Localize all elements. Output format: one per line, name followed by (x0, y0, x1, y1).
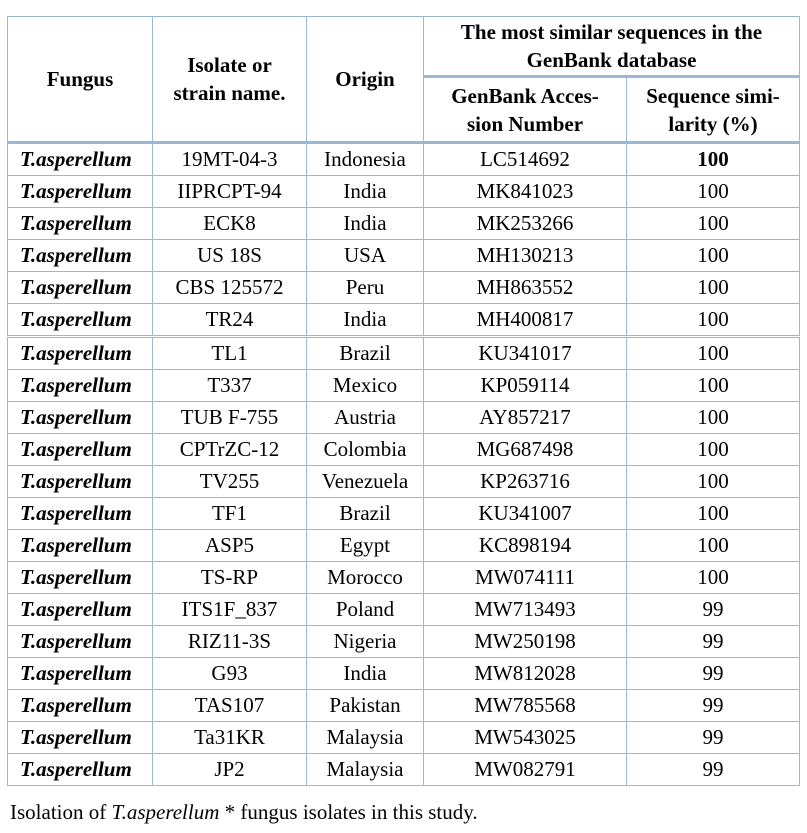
cell-origin: Peru (307, 272, 424, 304)
cell-fungus: T.asperellum (8, 498, 153, 530)
document (7, 16, 799, 824)
cell-similarity: 100 (627, 337, 800, 370)
table-row (8, 337, 800, 370)
cell-accession: MH863552 (424, 272, 627, 304)
cell-similarity: 100 (627, 240, 800, 272)
cell-similarity: 100 (627, 562, 800, 594)
caption-prefix: Isolation of (10, 800, 112, 824)
cell-fungus: T.asperellum (8, 434, 153, 466)
cell-accession: MH400817 (424, 304, 627, 337)
cell-accession: MW543025 (424, 722, 627, 754)
cell-similarity: 100 (627, 304, 800, 337)
cell-similarity: 99 (627, 722, 800, 754)
table-caption (10, 800, 478, 825)
cell-accession: KP263716 (424, 466, 627, 498)
cell-fungus: T.asperellum (8, 658, 153, 690)
cell-fungus: T.asperellum (8, 466, 153, 498)
cell-accession: MW812028 (424, 658, 627, 690)
cell-isolate: TV255 (153, 466, 307, 498)
cell-similarity: 100 (627, 208, 800, 240)
cell-isolate: TUB F-755 (153, 402, 307, 434)
cell-accession: AY857217 (424, 402, 627, 434)
cell-accession: MK253266 (424, 208, 627, 240)
table-row (8, 498, 800, 530)
header-isolate: Isolate or strain name. (153, 17, 307, 143)
cell-accession: MG687498 (424, 434, 627, 466)
cell-similarity: 99 (627, 594, 800, 626)
cell-origin: India (307, 176, 424, 208)
cell-accession: LC514692 (424, 143, 627, 176)
cell-fungus: T.asperellum (8, 304, 153, 337)
header-similarity: Sequence simi-larity (%) (627, 77, 800, 143)
cell-similarity: 100 (627, 176, 800, 208)
table-row (8, 754, 800, 786)
table-row (8, 626, 800, 658)
cell-accession: MW082791 (424, 754, 627, 786)
cell-origin: Venezuela (307, 466, 424, 498)
cell-origin: Nigeria (307, 626, 424, 658)
cell-accession: MW250198 (424, 626, 627, 658)
cell-isolate: US 18S (153, 240, 307, 272)
header-accession: GenBank Acces-sion Number (424, 77, 627, 143)
table-header (8, 17, 800, 143)
cell-isolate: CBS 125572 (153, 272, 307, 304)
cell-similarity: 100 (627, 498, 800, 530)
cell-isolate: 19MT-04-3 (153, 143, 307, 176)
cell-similarity: 100 (627, 402, 800, 434)
cell-fungus: T.asperellum (8, 337, 153, 370)
cell-accession: MH130213 (424, 240, 627, 272)
cell-isolate: Ta31KR (153, 722, 307, 754)
cell-origin: Brazil (307, 337, 424, 370)
table-row (8, 466, 800, 498)
table-row (8, 722, 800, 754)
cell-origin: Malaysia (307, 754, 424, 786)
header-origin: Origin (307, 17, 424, 143)
cell-isolate: ECK8 (153, 208, 307, 240)
table-row (8, 176, 800, 208)
cell-origin: Mexico (307, 370, 424, 402)
cell-fungus: T.asperellum (8, 208, 153, 240)
cell-isolate: ITS1F_837 (153, 594, 307, 626)
cell-origin: Poland (307, 594, 424, 626)
cell-similarity: 100 (627, 434, 800, 466)
cell-origin: Morocco (307, 562, 424, 594)
table-row (8, 434, 800, 466)
cell-fungus: T.asperellum (8, 722, 153, 754)
cell-similarity: 99 (627, 690, 800, 722)
table-row (8, 402, 800, 434)
cell-accession: KP059114 (424, 370, 627, 402)
cell-similarity: 100 (627, 272, 800, 304)
table-row (8, 370, 800, 402)
cell-origin: Indonesia (307, 143, 424, 176)
cell-similarity: 100 (627, 466, 800, 498)
cell-fungus: T.asperellum (8, 143, 153, 176)
cell-origin: Pakistan (307, 690, 424, 722)
cell-accession: KC898194 (424, 530, 627, 562)
cell-fungus: T.asperellum (8, 562, 153, 594)
cell-origin: Egypt (307, 530, 424, 562)
cell-isolate: TL1 (153, 337, 307, 370)
caption-species: T.asperellum (111, 800, 220, 824)
table-row (8, 272, 800, 304)
table-row (8, 143, 800, 176)
cell-fungus: T.asperellum (8, 370, 153, 402)
table-row (8, 658, 800, 690)
cell-isolate: G93 (153, 658, 307, 690)
cell-accession: KU341007 (424, 498, 627, 530)
cell-fungus: T.asperellum (8, 594, 153, 626)
cell-origin: Malaysia (307, 722, 424, 754)
table-row (8, 240, 800, 272)
header-fungus: Fungus (8, 17, 153, 143)
cell-accession: MW074111 (424, 562, 627, 594)
cell-accession: MW785568 (424, 690, 627, 722)
cell-origin: India (307, 304, 424, 337)
cell-isolate: ASP5 (153, 530, 307, 562)
cell-fungus: T.asperellum (8, 176, 153, 208)
cell-isolate: CPTrZC-12 (153, 434, 307, 466)
cell-similarity: 100 (627, 143, 800, 176)
cell-isolate: TF1 (153, 498, 307, 530)
cell-fungus: T.asperellum (8, 626, 153, 658)
cell-accession: MK841023 (424, 176, 627, 208)
table-row (8, 208, 800, 240)
header-genbank-group: The most similar sequences in the GenBank database (424, 17, 800, 77)
cell-isolate: IIPRCPT-94 (153, 176, 307, 208)
table-row (8, 530, 800, 562)
cell-isolate: TAS107 (153, 690, 307, 722)
cell-fungus: T.asperellum (8, 530, 153, 562)
cell-fungus: T.asperellum (8, 402, 153, 434)
cell-similarity: 99 (627, 754, 800, 786)
cell-accession: KU341017 (424, 337, 627, 370)
cell-origin: Brazil (307, 498, 424, 530)
cell-fungus: T.asperellum (8, 240, 153, 272)
table-row (8, 690, 800, 722)
cell-isolate: T337 (153, 370, 307, 402)
cell-similarity: 99 (627, 626, 800, 658)
cell-similarity: 99 (627, 658, 800, 690)
cell-origin: Austria (307, 402, 424, 434)
cell-similarity: 100 (627, 370, 800, 402)
cell-origin: India (307, 658, 424, 690)
table-row (8, 594, 800, 626)
cell-similarity: 100 (627, 530, 800, 562)
cell-origin: Colombia (307, 434, 424, 466)
caption-suffix: * fungus isolates in this study. (219, 800, 478, 824)
cell-origin: USA (307, 240, 424, 272)
cell-isolate: TR24 (153, 304, 307, 337)
table-row (8, 304, 800, 337)
cell-isolate: JP2 (153, 754, 307, 786)
cell-fungus: T.asperellum (8, 272, 153, 304)
cell-fungus: T.asperellum (8, 690, 153, 722)
table-row (8, 562, 800, 594)
isolates-table (7, 16, 800, 786)
table-body (8, 143, 800, 786)
cell-isolate: RIZ11-3S (153, 626, 307, 658)
cell-fungus: T.asperellum (8, 754, 153, 786)
cell-accession: MW713493 (424, 594, 627, 626)
cell-isolate: TS-RP (153, 562, 307, 594)
cell-origin: India (307, 208, 424, 240)
